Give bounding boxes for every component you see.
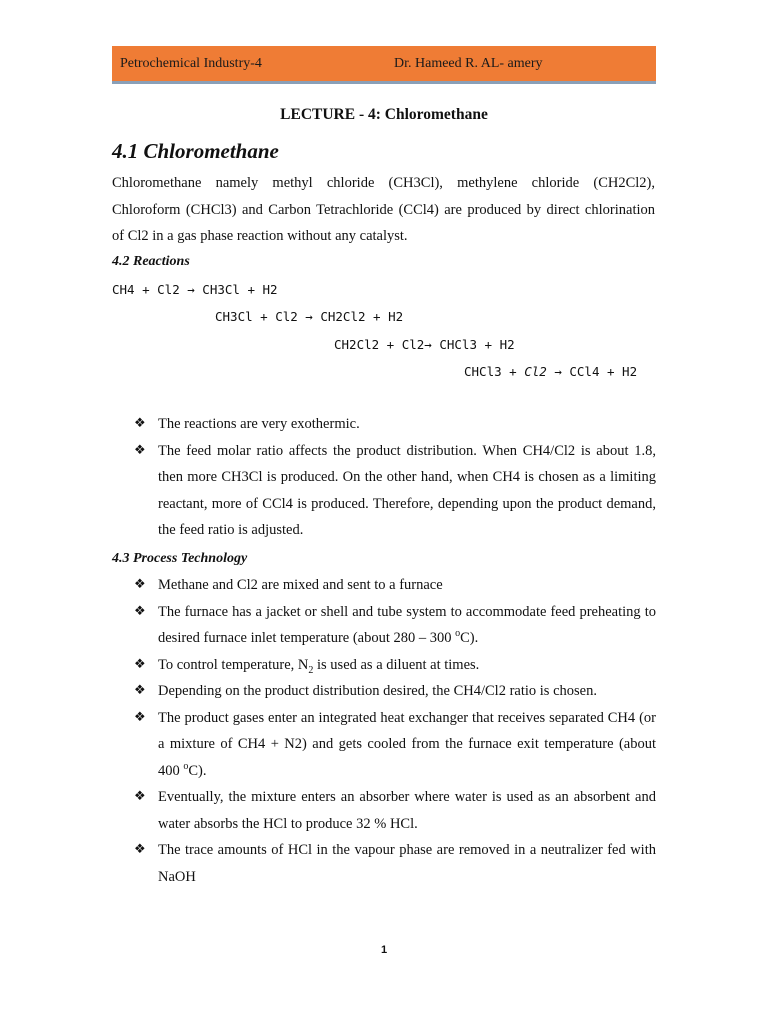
list-item-text: To control temperature, N — [158, 656, 309, 673]
equation-4-part: → CCl4 + H2 — [546, 364, 638, 379]
list-item — [134, 678, 656, 705]
intro-paragraph — [112, 170, 655, 250]
diamond-bullet-icon: ❖ — [134, 683, 146, 698]
header-author: Dr. Hameed R. AL- amery — [394, 56, 543, 71]
list-item-text: is used as a diluent at times. — [313, 656, 480, 673]
lecture-title: LECTURE - 4: Chloromethane — [280, 106, 488, 123]
diamond-bullet-icon: ❖ — [134, 603, 146, 619]
list-item-text: Eventually, the mixture enters an absorber where water is used as an absorbent and water absorbs the HCl to produce 32 % HCl. — [158, 789, 656, 832]
diamond-bullet-icon: ❖ — [134, 416, 146, 431]
diamond-bullet-icon: ❖ — [134, 842, 146, 857]
list-item — [134, 599, 656, 652]
list-item-text: The reactions are very exothermic. — [158, 416, 360, 432]
diamond-bullet-icon: ❖ — [134, 709, 146, 725]
subscript: 2 — [308, 664, 314, 676]
intro-line: Chloromethane namely methyl chloride (CH3Cl), methylene chloride (CH2Cl2), — [112, 175, 655, 191]
degree-superscript: o — [183, 760, 189, 772]
equation-1: CH4 + Cl2 → CH3Cl + H2 — [112, 282, 278, 297]
list-item-text: Methane and Cl2 are mixed and sent to a furnace — [158, 577, 443, 593]
list-item-text: Depending on the product distribution desired, the CH4/Cl2 ratio is chosen. — [158, 683, 597, 699]
list-item — [134, 572, 656, 599]
reactions-heading: 4.2 Reactions — [112, 254, 190, 269]
list-item-text: C). — [188, 762, 207, 779]
header-course-title: Petrochemical Industry-4 — [120, 56, 262, 71]
list-item-text: The feed molar ratio affects the product distribution. When CH4/Cl2 is about 1.8, then more CH3Cl is produced. On the other hand, when CH4 is chosen as a limiting reactant, more of CCl4 is produced. Therefore, depending upon the product demand, the feed ratio is adjusted. — [158, 442, 656, 538]
list-item-text: C). — [460, 630, 479, 646]
equation-3: CH2Cl2 + Cl2→ CHCl3 + H2 — [334, 337, 515, 352]
list-item — [134, 438, 656, 544]
list-item-text: The furnace has a jacket or shell and tube system to accommodate feed preheating to desired furnace inlet temperature (about 280 – 300 — [158, 603, 656, 646]
equation-2: CH3Cl + Cl2 → CH2Cl2 + H2 — [215, 309, 404, 324]
process-bullet-list — [134, 572, 656, 890]
degree-superscript: o — [455, 628, 461, 640]
list-item — [134, 837, 656, 890]
intro-line: Chloroform (CHCl3) and Carbon Tetrachloride (CCl4) are produced by direct chlorination — [112, 201, 655, 218]
diamond-bullet-icon: ❖ — [134, 656, 146, 672]
intro-line: of Cl2 in a gas phase reaction without any catalyst. — [112, 228, 408, 244]
diamond-bullet-icon: ❖ — [134, 789, 146, 804]
equation-4 — [464, 364, 637, 380]
reactions-bullet-list — [134, 411, 656, 544]
section-title: 4.1 Chloromethane — [112, 139, 279, 163]
process-heading: 4.3 Process Technology — [112, 551, 248, 566]
list-item — [134, 411, 656, 438]
diamond-bullet-icon: ❖ — [134, 442, 146, 458]
equation-4-part: CHCl3 + — [464, 364, 525, 379]
list-item-text: The product gases enter an integrated heat exchanger that receives separated CH4 (or a mixture of CH4 + N2) and gets cooled from the furnace exit temperature (about 400 — [158, 709, 656, 779]
list-item — [134, 652, 656, 679]
diamond-bullet-icon: ❖ — [134, 577, 146, 592]
list-item — [134, 784, 656, 837]
list-item — [134, 705, 656, 785]
page-number: 1 — [380, 944, 388, 956]
header-band — [112, 46, 656, 84]
equation-4-italic-cl2: Cl2 — [524, 364, 547, 379]
list-item-text: The trace amounts of HCl in the vapour phase are removed in a neutralizer fed with NaOH — [158, 842, 656, 885]
